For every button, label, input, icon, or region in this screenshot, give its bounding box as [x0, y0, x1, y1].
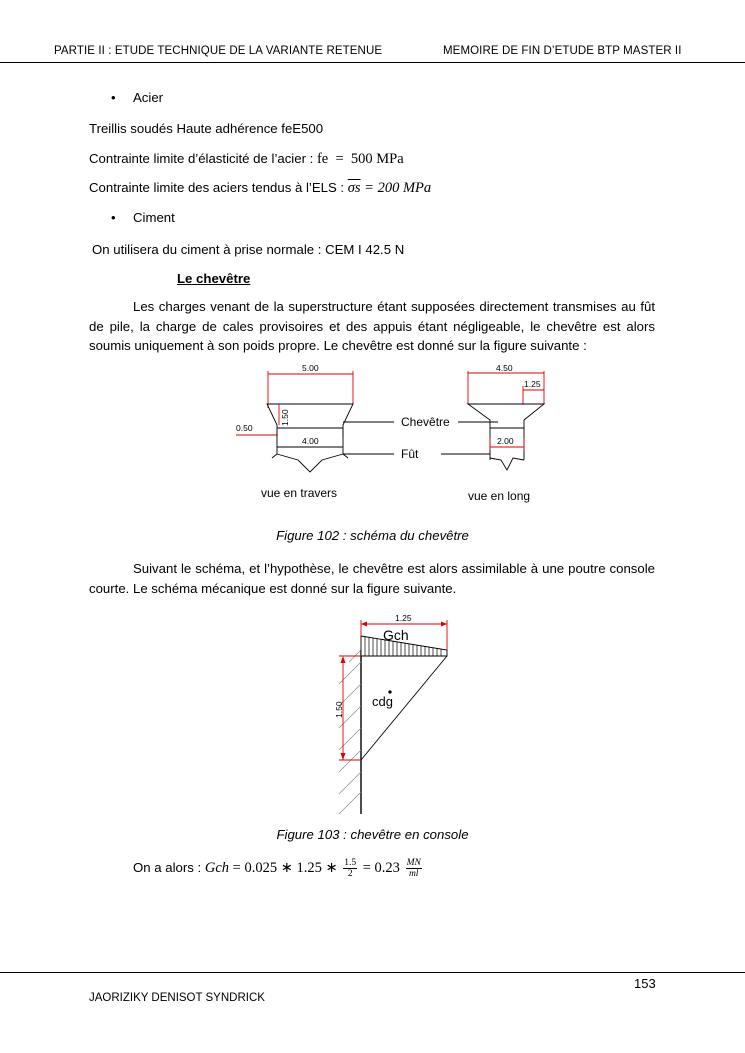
bullet-ciment-label: Ciment	[133, 210, 175, 225]
label-gch: Gch	[383, 627, 409, 643]
footer-author: JAORIZIKY DENISOT SYNDRICK	[89, 992, 265, 1004]
formula-line	[133, 856, 424, 880]
dim-1-50: 1.50	[280, 409, 290, 426]
paragraph-2: Suivant le schéma, et l’hypothèse, le chevêtre est alors assimilable à une poutre console courte. Le schéma mécanique est donné sur la figure suivante.	[89, 561, 655, 596]
figure-102-diagram	[228, 360, 548, 510]
fe-equation: fe = 500 MPa	[316, 151, 404, 167]
label-chevetre: Chevêtre	[401, 415, 450, 429]
bullet-ciment	[111, 210, 175, 225]
section-title: Le chevêtre	[177, 271, 251, 286]
sigma-label: Contrainte limite des aciers tendus à l’ELS :	[89, 180, 348, 195]
formula-fraction-1	[343, 858, 357, 879]
header-right: MEMOIRE DE FIN D’ETUDE BTP MASTER II	[443, 45, 682, 57]
bullet-dot-icon: •	[111, 210, 116, 225]
figure-102-caption: Figure 102 : schéma du chevêtre	[276, 528, 469, 543]
sigma-line	[89, 178, 431, 198]
fig103-dim-1-50: 1.50	[334, 701, 344, 718]
figure-103-diagram	[325, 610, 455, 820]
paragraph-1: Les charges venant de la superstructure étant supposées directement transmises au fût de pile, la charge de cales provisoires et des appuis étant négligeable, le chevêtre est alors soumis uniquement à son poids propre. Le chevêtre est donné sur la figure suivante :	[89, 299, 655, 353]
page-number: 153	[634, 976, 656, 991]
header-rule	[0, 62, 745, 63]
frac1-denominator: 2	[347, 869, 353, 880]
formula-prefix: On a alors :	[133, 860, 205, 875]
bullet-acier-label: Acier	[133, 90, 164, 105]
treillis-line: Treillis soudés Haute adhérence feE500	[89, 121, 324, 136]
sigma-symbol: $\overline{\sigma s}$	[347, 180, 361, 196]
formula-part2: = 0.23	[359, 860, 404, 876]
formula-lhs: Gch	[204, 860, 230, 876]
fe-line	[89, 149, 404, 169]
formula-part1: = 0.025 ∗ 1.25 ∗	[229, 860, 342, 876]
dim-4-00: 4.00	[302, 436, 319, 446]
bullet-dot-icon: •	[111, 90, 116, 105]
dim-0-50: 0.50	[236, 423, 253, 433]
label-vue-long: vue en long	[468, 489, 531, 503]
fe-label: Contrainte limite d’élasticité de l’acier :	[89, 151, 317, 166]
dim-2-00: 2.00	[497, 436, 514, 446]
frac1-numerator: 1.5	[344, 858, 357, 869]
bullet-acier	[111, 90, 164, 105]
figure-103-caption: Figure 103 : chevêtre en console	[276, 827, 469, 842]
fig103-dim-1-25: 1.25	[395, 613, 412, 623]
dim-5-00: 5.00	[302, 363, 319, 373]
header-left: PARTIE II : ETUDE TECHNIQUE DE LA VARIANTE RETENUE	[54, 45, 383, 57]
label-vue-travers: vue en travers	[261, 486, 338, 500]
dim-4-50: 4.50	[496, 363, 513, 373]
sigma-value: = 200 MPa	[360, 180, 432, 196]
label-fut: Fût	[401, 447, 419, 461]
footer-rule	[0, 972, 745, 973]
frac2-numerator: MN	[406, 858, 421, 869]
label-cdg: cdg	[372, 694, 393, 709]
formula-fraction-2	[406, 858, 422, 879]
dim-1-25: 1.25	[524, 379, 541, 389]
ciment-line: On utilisera du ciment à prise normale : CEM I 42.5 N	[92, 242, 405, 257]
frac2-denominator: ml	[408, 869, 419, 880]
